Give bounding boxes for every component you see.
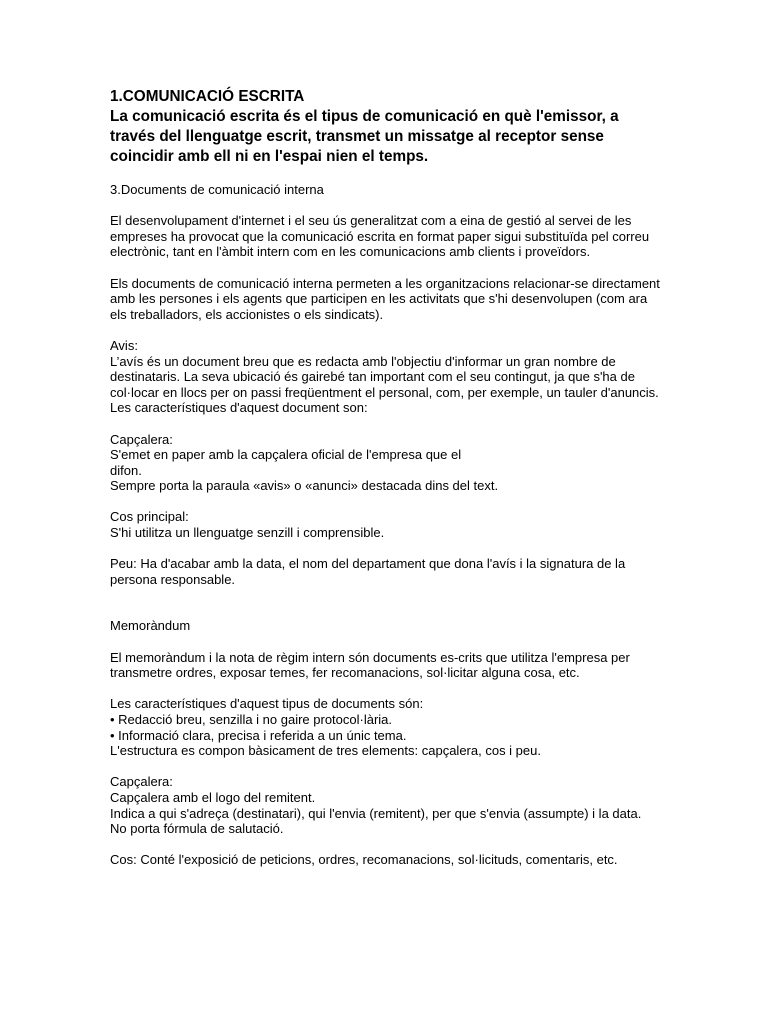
avis-capcalera-label: Capçalera: [110, 431, 173, 447]
memorandum-label: Memoràndum [110, 618, 191, 634]
memorandum-cos-text: Cos: Conté l'exposició de peticions, ordres, recomanacions, sol·licituds, comentaris, etc. [110, 852, 618, 868]
avis-capcalera-line1: S'emet en paper amb la capçalera oficial de l'empresa que el [110, 447, 462, 463]
memorandum-features-intro: Les característiques d'aquest tipus de documents són: [110, 696, 424, 712]
memorandum-bullet-2: • Informació clara, precisa i referida a un únic tema. [110, 727, 407, 743]
memorandum-structure: L'estructura es compon bàsicament de tres elements: capçalera, cos i peu. [110, 743, 541, 759]
memorandum-capcalera-line2: Indica a qui s'adreça (destinatari), qui l'envia (remitent), per que s'envia (assumpte) i la data. No porta fórmula de salutació. [110, 805, 642, 837]
intro-paragraph: La comunicació escrita és el tipus de comunicació en què l'emissor, a través del llenguatge escrit, transmet un missatge al receptor sense coincidir amb ell ni en l'espai nien el temps. [110, 108, 619, 165]
document-heading: 1.COMUNICACIÓ ESCRITA [110, 88, 305, 105]
avis-cos-text: S'hi utilitza un llenguatge senzill i comprensible. [110, 525, 385, 541]
memorandum-bullet-1: • Redacció breu, senzilla i no gaire protocol·lària. [110, 712, 393, 727]
avis-label: Avis: [110, 337, 138, 353]
memorandum-description: El memoràndum i la nota de règim intern són documents es-crits que utilitza l'empresa per transmetre ordres, exposar temes, fer recomanacions, sol·licitar alguna cosa, etc. [110, 649, 630, 681]
avis-capcalera-line3: Sempre porta la paraula «avis» o «anunci» destacada dins del text. [110, 478, 499, 494]
avis-capcalera-line2: difon. [110, 462, 142, 478]
internal-docs-paragraph: Els documents de comunicació interna permeten a les organitzacions relacionar-se directament amb les persones i els agents que participen en les activitats que s'hi desenvolupen (com ara els treballadors, els accionistes o els sindicats). [110, 275, 660, 322]
section-title: 3.Documents de comunicació interna [110, 182, 324, 197]
memorandum-capcalera-label: Capçalera: [110, 774, 173, 790]
document-page [110, 87, 660, 868]
avis-description: L’avís és un document breu que es redacta amb l'objectiu d'informar un gran nombre de destinataris. La seva ubicació és gairebé tan important com el seu contingut, ja que s'ha de col·locar en llocs per on passi freqüentment el personal, com, per exemple, un tauler d'anuncis. Les característiques d'aquest document son: [110, 353, 659, 416]
avis-cos-label: Cos principal: [110, 509, 189, 525]
memorandum-capcalera-line1: Capçalera amb el logo del remitent. [110, 789, 316, 805]
internet-paragraph: El desenvolupament d'internet i el seu ús generalitzat com a eina de gestió al servei de les empreses ha provocat que la comunicació escrita en format paper sigui substituïda pel correu electrònic, tant en l'àmbit intern com en les comunicacions amb clients i proveïdors. [110, 213, 650, 260]
avis-peu-text: Peu: Ha d'acabar amb la data, el nom del departament que dona l'avís i la signatura de la persona responsable. [110, 556, 626, 587]
